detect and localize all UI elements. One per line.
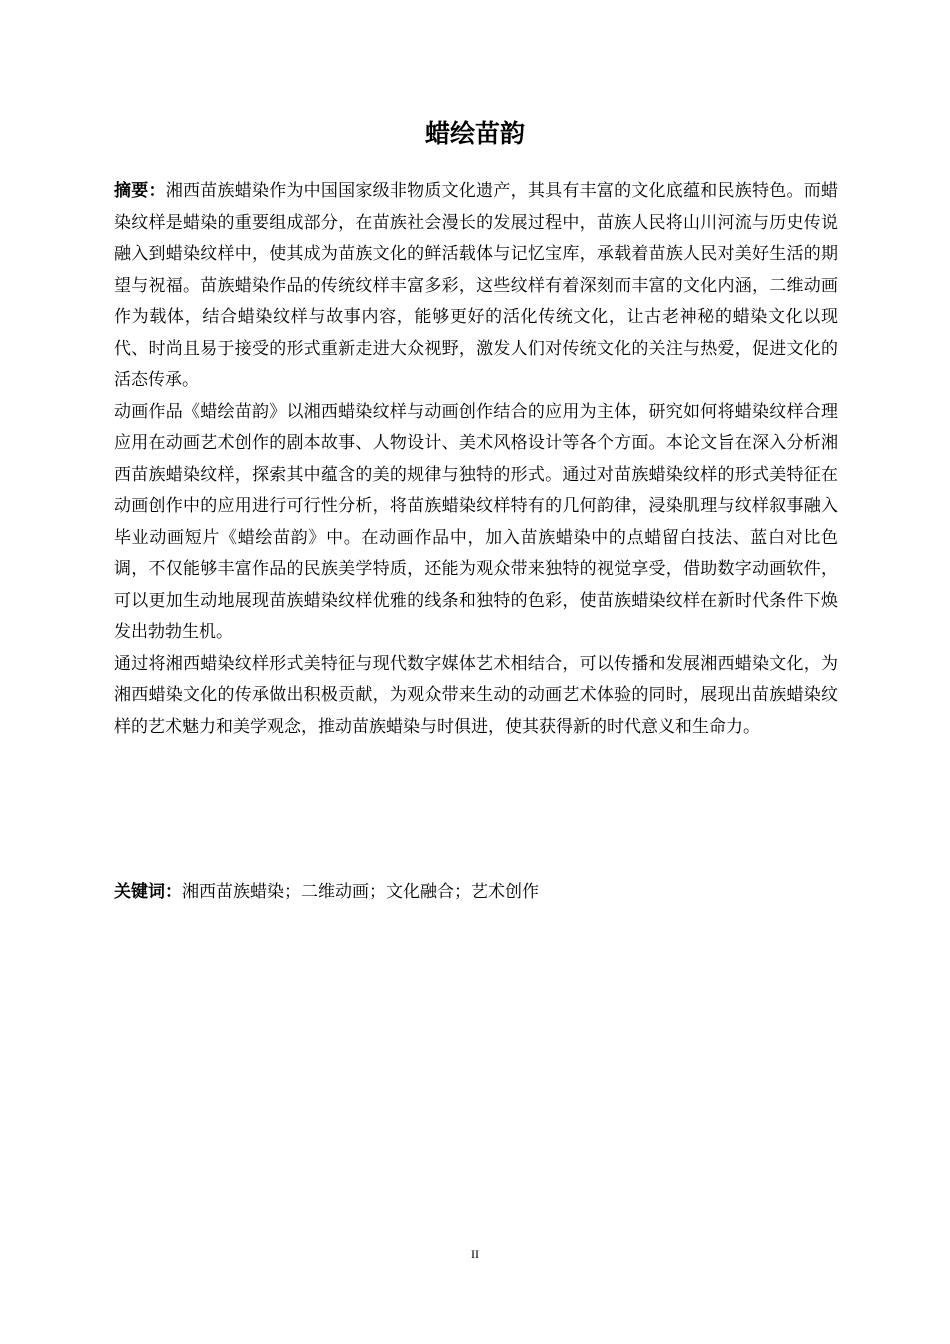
keywords-text: 湘西苗族蜡染；二维动画；文化融合；艺术创作: [182, 882, 539, 902]
abstract-paragraph-3: 通过将湘西蜡染纹样形式美特征与现代数字媒体艺术相结合，可以传播和发展湘西蜡染文化，为湘西蜡染文化的传承做出积极贡献，为观众带来生动的动画艺术体验的同时，展现出苗族蜡染纹样的艺术魅力和美学观念，推动苗族蜡染与时俱进，使其获得新的时代意义和生命力。: [114, 653, 838, 737]
abstract-label: 摘要：: [114, 181, 166, 201]
abstract-paragraph-2: 动画作品《蜡绘苗韵》以湘西蜡染纹样与动画创作结合的应用为主体，研究如何将蜡染纹样合理应用在动画艺术创作的剧本故事、人物设计、美术风格设计等各个方面。本论文旨在深入分析湘西苗族蜡染纹样，探索其中蕴含的美的规律与独特的形式。通过对苗族蜡染纹样的形式美特征在动画创作中的应用进行可行性分析，将苗族蜡染纹样特有的几何韵律，浸染肌理与纹样叙事融入毕业动画短片《蜡绘苗韵》中。在动画作品中，加入苗族蜡染中的点蜡留白技法、蓝白对比色调，不仅能够丰富作品的民族美学特质，还能为观众带来独特的视觉享受，借助数字动画软件，可以更加生动地展现苗族蜡染纹样优雅的线条和独特的色彩，使苗族蜡染纹样在新时代条件下焕发出勃勃生机。: [114, 401, 838, 642]
abstract-section: [114, 176, 838, 743]
abstract-paragraph-1: [114, 176, 838, 397]
keywords-section: [114, 877, 838, 909]
document-title: 蜡绘苗韵: [424, 119, 525, 148]
abstract-paragraph-1-text: 湘西苗族蜡染作为中国国家级非物质文化遗产，其具有丰富的文化底蕴和民族特色。而蜡染纹样是蜡染的重要组成部分，在苗族社会漫长的发展过程中，苗族人民将山川河流与历史传说融入到蜡染纹样中，使其成为苗族文化的鲜活载体与记忆宝库，承载着苗族人民对美好生活的期望与祝福。苗族蜡染作品的传统纹样丰富多彩，这些纹样有着深刻而丰富的文化内涵，二维动画作为载体，结合蜡染纹样与故事内容，能够更好的活化传统文化，让古老神秘的蜡染文化以现代、时尚且易于接受的形式重新走进大众视野，激发人们对传统文化的关注与热爱，促进文化的活态传承。: [114, 181, 839, 390]
keywords-label: 关键词：: [114, 882, 182, 902]
page-number: II: [471, 1247, 479, 1261]
